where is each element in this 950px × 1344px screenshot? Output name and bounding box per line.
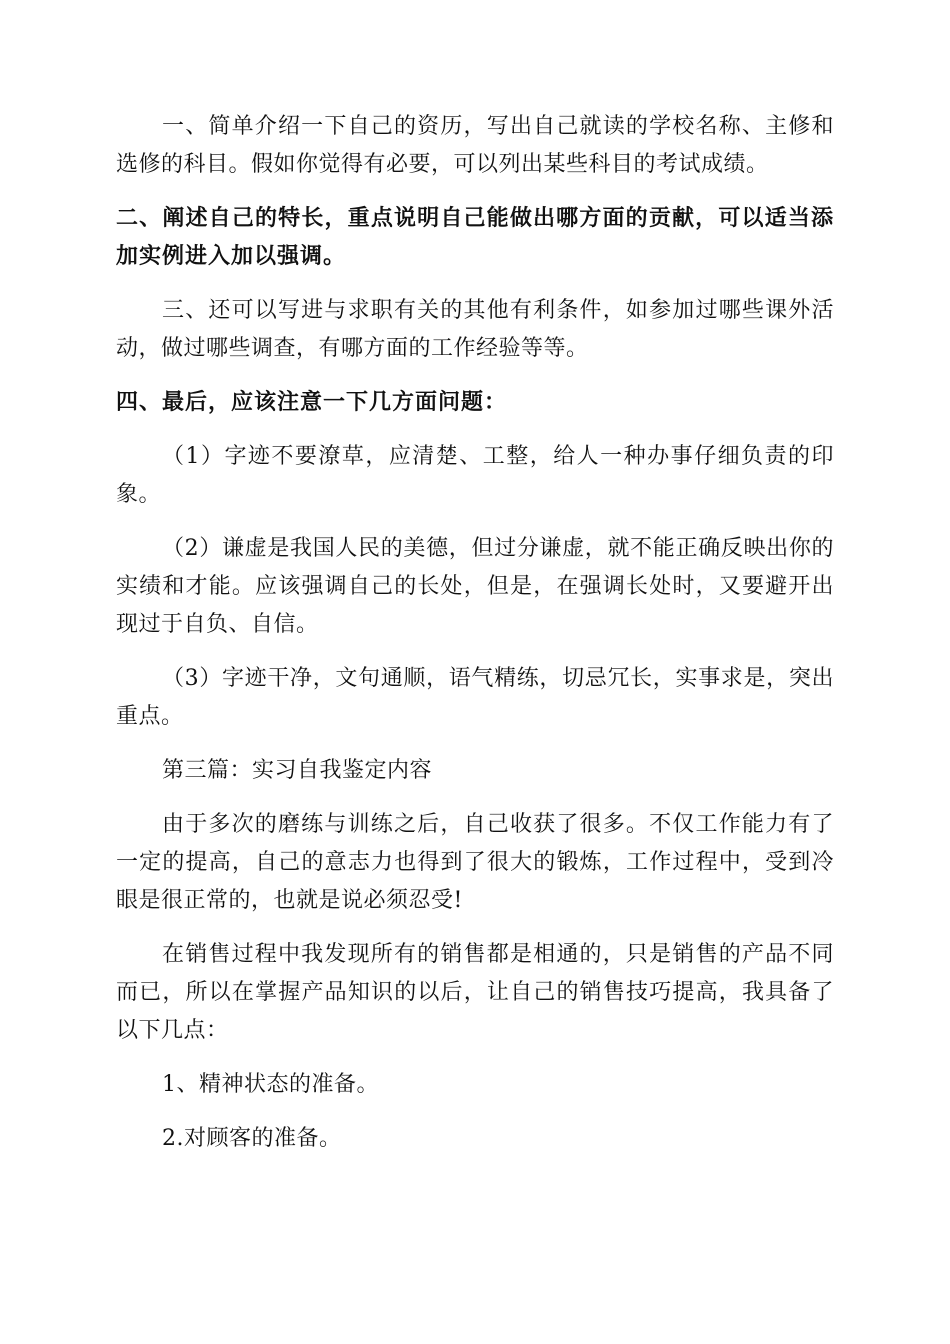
paragraph-note-3: （3）字迹干净，文句通顺，语气精练，切忌冗长，实事求是，突出重点。 [116, 666, 834, 729]
paragraph-intro-qualifications: 一、简单介绍一下自己的资历，写出自己就读的学校名称、主修和选修的科目。假如你觉得有必要，可以列出某些科目的考试成绩。 [116, 114, 834, 177]
paragraph-notes-heading: 四、最后，应该注意一下几方面问题： [116, 390, 508, 415]
paragraph-other-conditions: 三、还可以写进与求职有关的其他有利条件，如参加过哪些课外活动，做过哪些调查，有哪方面的工作经验等等。 [116, 298, 834, 361]
paragraph-note-1: （1）字迹不要潦草，应清楚、工整，给人一种办事仔细负责的印象。 [116, 444, 834, 507]
section-title-part-three: 第三篇：实习自我鉴定内容 [162, 758, 433, 783]
paragraph-training-gains: 由于多次的磨练与训练之后，自己收获了很多。不仅工作能力有了一定的提高，自己的意志力也得到了很大的锻炼，工作过程中，受到冷眼是很正常的，也就是说必须忍受! [116, 812, 834, 913]
paragraph-note-2: （2）谦虚是我国人民的美德，但过分谦虚，就不能正确反映出你的实绩和才能。应该强调自己的长处，但是，在强调长处时，又要避开出现过于自负、自信。 [116, 536, 834, 637]
list-item-mental-preparation: 1、精神状态的准备。 [162, 1072, 379, 1097]
paragraph-strengths: 二、阐述自己的特长，重点说明自己能做出哪方面的贡献，可以适当添加实例进入加以强调。 [116, 206, 834, 269]
list-item-customer-preparation: 2.对顾客的准备。 [162, 1126, 342, 1151]
document-body [116, 108, 834, 1174]
paragraph-sales-process: 在销售过程中我发现所有的销售都是相通的，只是销售的产品不同而已，所以在掌握产品知识的以后，让自己的销售技巧提高，我具备了以下几点： [116, 942, 834, 1043]
